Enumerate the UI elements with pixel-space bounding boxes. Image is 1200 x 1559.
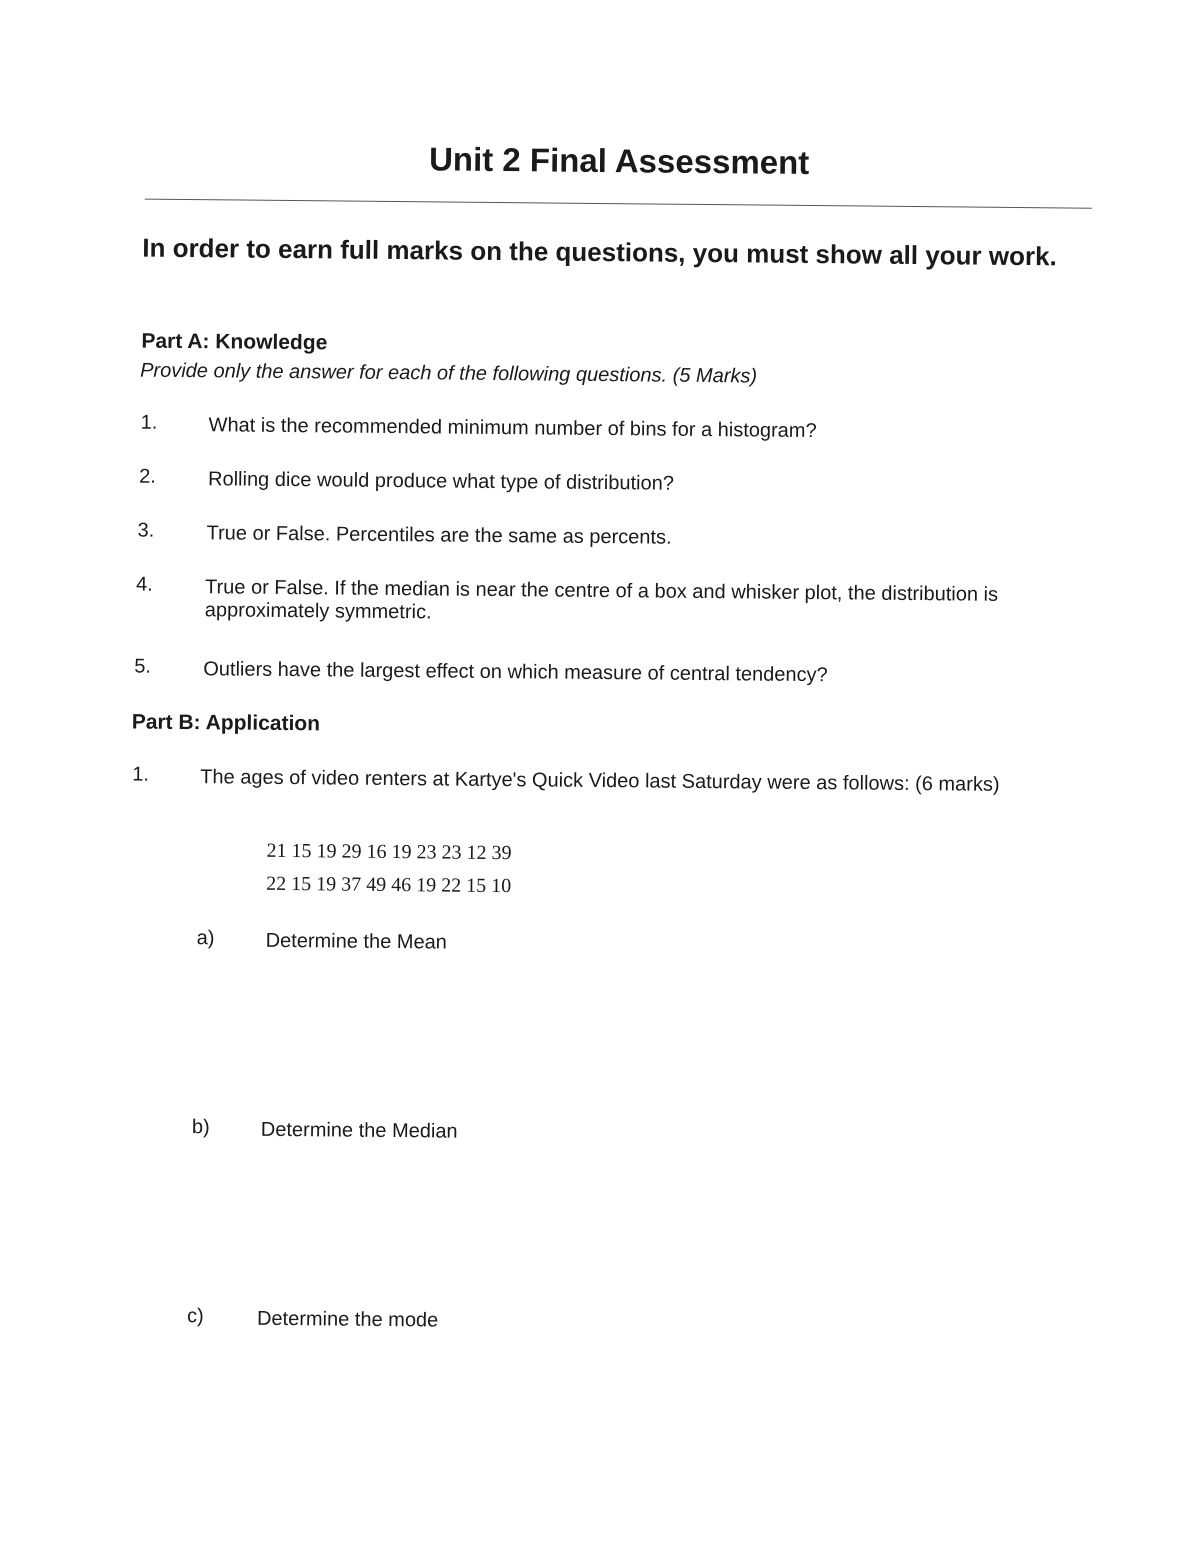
subpart-text: Determine the Median (260, 1118, 458, 1143)
instructions: In order to earn full marks on the questions, you must show all your work. (142, 232, 1057, 272)
question-text: True or False. If the median is near the centre of a box and whisker plot, the distribution is approximately symmetric. (204, 576, 999, 624)
subpart-label: a) (196, 927, 215, 950)
part-b-heading: Part B: Application (131, 710, 321, 736)
title-divider (145, 199, 1092, 209)
question-text: True or False. Percentiles are the same as percents. (206, 522, 672, 549)
subpart-label: b) (191, 1116, 210, 1139)
question-text: The ages of video renters at Kartye's Quick Video last Saturday were as follows: (6 marks) (200, 766, 1000, 796)
question-number: 1. (132, 763, 150, 786)
question-number: 2. (139, 465, 156, 488)
question-text: Outliers have the largest effect on which measure of central tendency? (203, 658, 828, 687)
subpart-label: c) (186, 1305, 204, 1328)
question-number: 4. (135, 573, 153, 596)
question-number: 5. (134, 655, 152, 678)
question-text: What is the recommended minimum number of bins for a histogram? (208, 414, 817, 443)
question-number: 1. (140, 411, 158, 434)
question-text: Rolling dice would produce what type of distribution? (207, 468, 675, 495)
subpart-text: Determine the Mean (265, 929, 447, 954)
part-a-heading: Part A: Knowledge (141, 329, 328, 355)
part-a-subheading: Provide only the answer for each of the following questions. (5 Marks) (140, 359, 758, 388)
subpart-text: Determine the mode (256, 1307, 439, 1332)
data-row: 22 15 19 37 49 46 19 22 15 10 (266, 872, 512, 898)
page-title: Unit 2 Final Assessment (428, 140, 810, 181)
data-row: 21 15 19 29 16 19 23 23 12 39 (266, 839, 512, 865)
question-number: 3. (137, 519, 155, 542)
